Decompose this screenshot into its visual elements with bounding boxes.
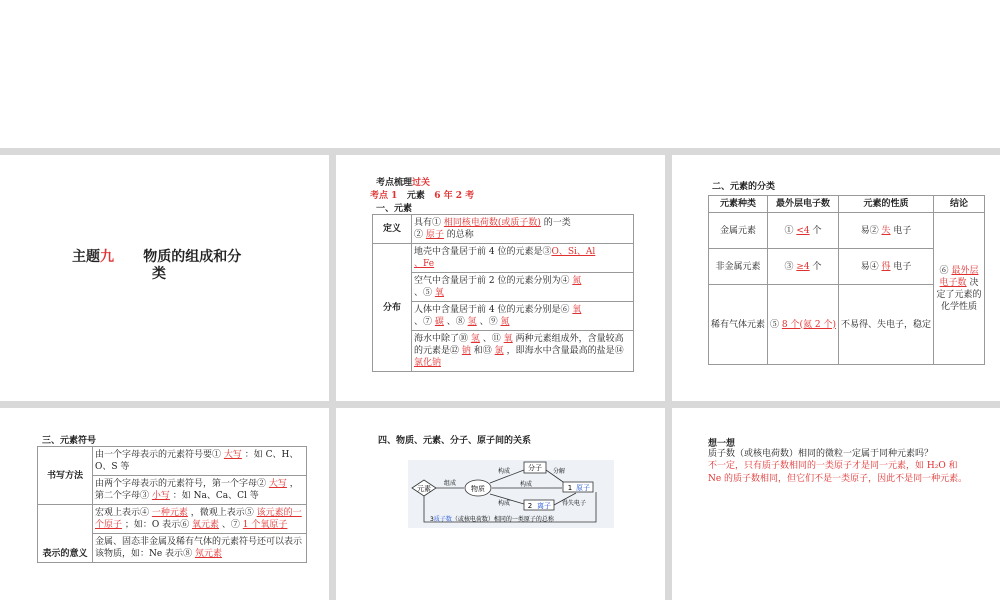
- distribution-cell: 人体中含量居于前 4 位的元素分别是⑥ 氧 、⑦ 碳 、⑧ 氢 、⑨ 氮: [412, 302, 634, 331]
- slide-element-classification[interactable]: [672, 155, 1000, 401]
- table-row: [373, 244, 634, 273]
- section-heading: 一、元素: [376, 204, 413, 214]
- bottom-note: [430, 515, 555, 523]
- distribution-cell: 海水中除了⑩ 氢 、⑪ 氧 两种元素组成外，含量较高的元素是⑫ 钠 和⑬ 氯 ，即海水中含量最高的盐是⑭ 氯化钠: [412, 331, 634, 372]
- slide-think[interactable]: [672, 408, 1000, 600]
- slide-element-symbols[interactable]: [0, 408, 329, 600]
- distribution-cell: 空气中含量居于前 2 位的元素分别为④ 氮 、⑤ 氧: [412, 273, 634, 302]
- think-title: 想一想: [708, 439, 736, 449]
- kaodian-line: 考点 1 元素 6 年 2 考: [370, 191, 475, 201]
- compose-label: 组成: [443, 480, 457, 487]
- section-heading: 二、元素的分类: [712, 182, 776, 192]
- molecule-node: 分子: [528, 464, 542, 472]
- meaning-cell: 宏观上表示④ 一种元素 ，微观上表示⑤ 该元素的一个原子 ；如：O 表示⑥ 氧元素 、⑦ 1 个氧原子: [93, 505, 307, 534]
- mark-3: 3: [430, 516, 434, 523]
- question-text: 质子数（或核电荷数）相同的微粒一定属于同种元素吗？: [708, 449, 934, 459]
- slide-header: 考点梳理过关: [376, 178, 431, 188]
- type-cell: 非金属元素: [709, 249, 768, 285]
- method-cell: 由两个字母表示的元素符号，第一个字母② 大写 ，第二个字母③ 小写 ：如 Na、Ca、Cl 等: [93, 476, 307, 505]
- column-header: 元素种类: [709, 196, 768, 213]
- count-cell: ③ ≥4 个: [768, 249, 839, 285]
- conclusion-cell: ⑥ 最外层电子数 决定了元素的化学性质: [934, 213, 985, 365]
- property-cell: 易④ 得 电子: [838, 249, 933, 285]
- type-cell: 稀有气体元素: [709, 285, 768, 365]
- table-row: [373, 302, 634, 331]
- row-label: 分布: [373, 244, 412, 372]
- property-cell: 不易得、失电子，稳定: [838, 285, 933, 365]
- table-row: [38, 505, 307, 534]
- definition-cell: 具有① 相同核电荷数(或质子数) 的一类 ② 原子 的总称: [412, 215, 634, 244]
- section-heading: 三、元素符号: [42, 436, 97, 446]
- atom-node: 原子: [576, 484, 590, 492]
- construct-label: 构成: [497, 468, 511, 475]
- element-table: [372, 214, 634, 372]
- symbols-table: [37, 446, 307, 563]
- answer-text: 不一定，只有质子数相同的一类原子才是同一元素，如 H₂O 和 Ne 的质子数相同，但它们不是一类原子，因此不是同一种元素。: [708, 461, 968, 484]
- mark-2: 2: [527, 502, 533, 510]
- construct-label: 构成: [497, 500, 511, 507]
- column-header: 最外层电子数: [768, 196, 839, 213]
- construct-label: 构成: [519, 481, 533, 488]
- meaning-cell: 金属、固态非金属及稀有气体的元素符号还可以表示该物质，如：Ne 表示⑧ 氖元素: [93, 534, 307, 563]
- property-cell: 易② 失 电子: [838, 213, 933, 249]
- topic-title: 主题九 物质的组成和分 类: [72, 249, 242, 282]
- type-cell: 金属元素: [709, 213, 768, 249]
- table-row: [373, 331, 634, 372]
- element-node: 元素: [417, 485, 431, 493]
- mark-1: 1: [567, 484, 573, 492]
- slide-title[interactable]: [0, 155, 329, 401]
- ion-node: 离子: [537, 502, 551, 510]
- row-label: 书写方法: [38, 447, 93, 505]
- table-row: [373, 273, 634, 302]
- slide-relationships[interactable]: [336, 408, 665, 600]
- table-row: [38, 447, 307, 476]
- classification-table: [708, 195, 985, 365]
- method-cell: 由一个字母表示的元素符号要① 大写 ：如 C、H、O、S 等: [93, 447, 307, 476]
- count-cell: ① <4 个: [768, 213, 839, 249]
- table-row: [709, 213, 985, 249]
- row-label: 表示的意义: [38, 505, 93, 563]
- slide-element-definition[interactable]: [336, 155, 665, 401]
- table-header-row: [709, 196, 985, 213]
- proton-number: 质子数: [433, 516, 452, 523]
- section-heading: 四、物质、元素、分子、原子间的关系: [378, 436, 532, 446]
- bottom-note-text: （或核电荷数）相同的一类原子的总称: [451, 516, 554, 523]
- column-header: 元素的性质: [838, 196, 933, 213]
- substance-node: 物质: [471, 485, 485, 493]
- count-cell: ⑤ 8 个(氦 2 个): [768, 285, 839, 365]
- table-row: [373, 215, 634, 244]
- split-label: 分解: [552, 468, 566, 475]
- distribution-cell: 地壳中含量居于前 4 位的元素是③O、Si、Al 、Fe: [412, 244, 634, 273]
- column-header: 结论: [934, 196, 985, 213]
- row-label: 定义: [373, 215, 412, 244]
- relationship-diagram: [406, 458, 616, 530]
- gain-lose-label: 得失电子: [561, 500, 587, 507]
